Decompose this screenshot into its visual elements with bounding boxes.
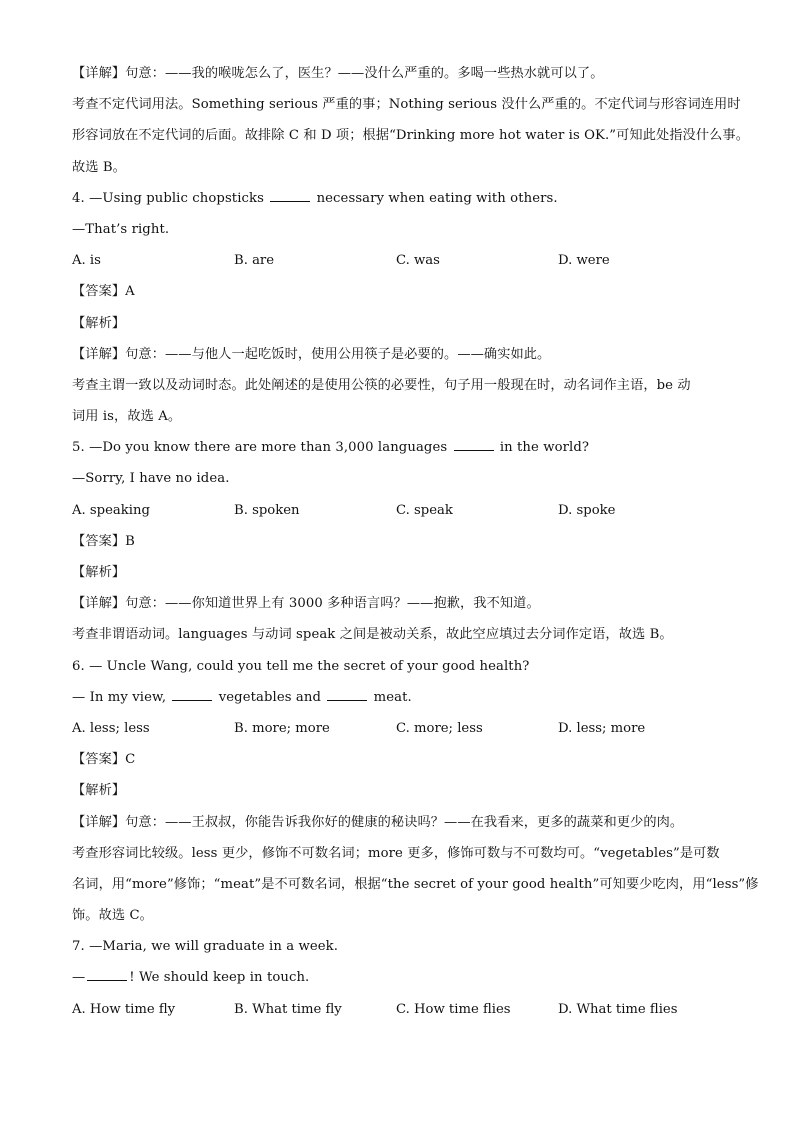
q5-option-d: D. spoke (558, 502, 616, 518)
answer-blank (270, 190, 310, 202)
answer-blank (454, 439, 494, 451)
q6-options (72, 713, 722, 744)
q7-option-d: D. What time flies (558, 1001, 678, 1017)
answer-blank (87, 969, 127, 981)
q4-explanation-line-2: 词用 is，故选 A。 (72, 409, 182, 425)
q5-options (72, 495, 722, 526)
answer-blank (172, 689, 212, 701)
q3-explanation-line-1: 考查不定代词用法。Something serious 严重的事；Nothing serious 没什么严重的。不定代词与形容词连用时 (72, 97, 741, 113)
q7-reply-dash: — (72, 970, 86, 986)
q4-stem (72, 183, 722, 214)
q6-explanation-line-3: 饰。故选 C。 (72, 908, 153, 924)
q6-option-a: A. less; less (72, 720, 150, 736)
q7-reply-end: ! We should keep in touch. (129, 970, 310, 986)
q5-analysis-label: 【解析】 (72, 565, 126, 580)
q5-option-b: B. spoken (234, 502, 300, 518)
q6-option-b: B. more; more (234, 720, 330, 736)
q4-detail: 【详解】句意：——与他人一起吃饭时，使用公用筷子是必要的。——确实如此。 (72, 346, 551, 362)
q5-answer: 【答案】B (72, 533, 135, 549)
q4-explanation-line-1: 考查主谓一致以及动词时态。此处阐述的是使用公筷的必要性，句子用一般现在时，动名词作主语，be 动 (72, 377, 691, 393)
q4-answer: 【答案】A (72, 284, 135, 300)
q7-option-a: A. How time fly (72, 1001, 176, 1017)
q6-option-c: C. more; less (396, 720, 483, 736)
q6-detail: 【详解】句意：——王叔叔，你能告诉我你好的健康的秘诀吗？——在我看来，更多的蔬菜和更少的肉。 (72, 814, 684, 830)
q6-explanation-line-2: 名词，用“more”修饰；“meat”是不可数名词，根据“the secret of your good health”可知要少吃肉，用“less”修 (72, 876, 759, 892)
q5-option-c: C. speak (396, 502, 453, 518)
q4-stem-end: necessary when eating with others. (316, 190, 558, 206)
q6-analysis-label: 【解析】 (72, 783, 126, 799)
q5-stem-end: in the world? (499, 440, 590, 456)
q4-stem-start: 4. —Using public chopsticks (72, 190, 264, 206)
q4-option-a: A. is (72, 253, 101, 269)
document-page (72, 58, 759, 1025)
q5-option-a: A. speaking (72, 502, 150, 518)
q6-reply (72, 682, 722, 713)
q4-analysis-label: 【解析】 (72, 315, 126, 331)
q4-option-b: B. are (234, 253, 275, 269)
q3-explanation-line-2: 形容词放在不定代词的后面。故排除 C 和 D 项；根据“Drinking more hot water is OK.”可知此处指没什么事。 (72, 128, 749, 144)
q7-option-b: B. What time fly (234, 1001, 342, 1017)
q7-reply (72, 962, 722, 993)
q5-reply: —Sorry, I have no idea. (72, 471, 230, 487)
q5-detail: 【详解】句意：——你知道世界上有 3000 多种语言吗？——抱歉，我不知道。 (72, 596, 540, 612)
q3-detail: 【详解】句意：——我的喉咙怎么了，医生？——没什么严重的。多喝一些热水就可以了。 (72, 66, 604, 81)
q6-answer: 【答案】C (72, 752, 136, 768)
q3-explanation-line-3: 故选 B。 (72, 159, 126, 175)
q4-option-d: D. were (558, 253, 610, 269)
q5-explanation-line-1: 考查非谓语动词。languages 与动词 speak 之间是被动关系，故此空应填过去分词作定语，故选 B。 (72, 627, 673, 643)
q6-stem: 6. — Uncle Wang, could you tell me the secret of your good health? (72, 658, 530, 674)
q4-reply: —That’s right. (72, 221, 170, 237)
q7-option-c: C. How time flies (396, 1001, 511, 1017)
q6-reply-start: — In my view, (72, 689, 167, 705)
q6-reply-middle: vegetables and (218, 689, 321, 705)
q5-stem-start: 5. —Do you know there are more than 3,000 languages (72, 440, 448, 456)
q6-option-d: D. less; more (558, 720, 646, 736)
q7-options (72, 994, 722, 1025)
q4-options (72, 245, 722, 276)
q5-stem (72, 432, 722, 463)
q6-reply-end: meat. (373, 689, 412, 705)
answer-blank (327, 689, 367, 701)
q4-option-c: C. was (396, 253, 440, 269)
q7-stem: 7. —Maria, we will graduate in a week. (72, 939, 339, 955)
q6-explanation-line-1: 考查形容词比较级。less 更少，修饰不可数名词；more 更多，修饰可数与不可数均可。“vegetables”是可数 (72, 845, 720, 861)
